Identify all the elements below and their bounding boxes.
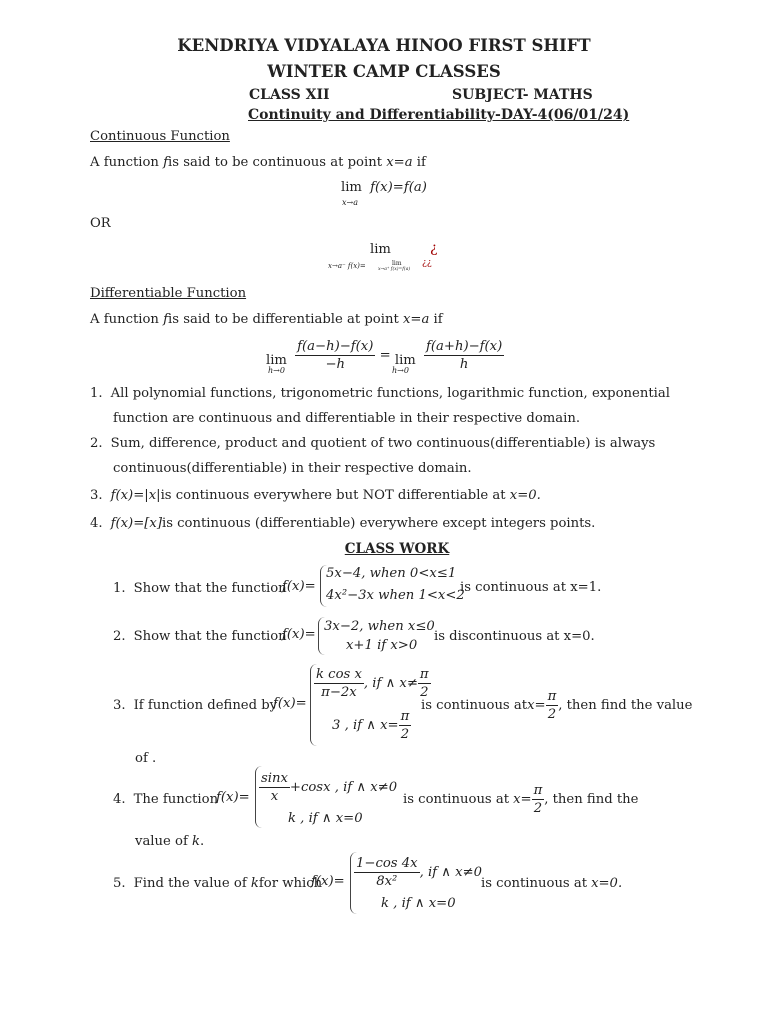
question-2: 2. Show that the function: [113, 629, 287, 644]
alt-sub: x→a⁺ f(x)=f(a): [378, 267, 411, 272]
q4-case-1: $\frac{\sin x}{x}$ +cosx , if ∧ x≠0: [261, 771, 398, 804]
q2-fx: f(x)=: [282, 627, 316, 642]
question-glyph-small: ¿¿: [422, 258, 432, 268]
question-4: 4. The function: [113, 792, 219, 807]
note-3: 3. f(x)=|x|is continuous everywhere but NOT differentiable at x=0.: [90, 488, 541, 503]
continuous-heading: Continuous Function: [90, 129, 230, 144]
alt-left: x→a⁻ f(x)=: [328, 262, 366, 270]
or-label: OR: [90, 216, 111, 231]
question-3: 3. If function defined by: [113, 698, 278, 713]
q5-tail: is continuous at x=0.: [481, 876, 623, 891]
q1-case-1: 5x−4, when 0<x≤1: [326, 566, 457, 581]
q4-fx: f(x)=: [216, 790, 250, 805]
q5-case-1: $\frac{1-\cos 4x}{\text{8x²}}$ , if ∧ x≠0: [356, 856, 482, 889]
lim-sub-1: h→0: [268, 366, 285, 375]
q1-fx: f(x)=: [282, 579, 316, 594]
limit-formula: lim f(x)=f(a): [341, 180, 427, 195]
q3-of: of .: [135, 751, 157, 766]
question-5: 5. Find the value of kfor which: [113, 876, 323, 891]
q1-case-2: 4x²−3x when 1<x<2: [326, 588, 465, 603]
differentiable-definition: A function fis said to be differentiable at point x=a if: [90, 312, 443, 327]
subject-label: SUBJECT- MATHS: [452, 87, 593, 103]
note-4: 4. f(x)=[x]is continuous (differentiable) everywhere except integers points.: [90, 516, 596, 531]
class-label: CLASS XII: [249, 87, 330, 103]
note-1: 1. All polynomial functions, trigonometric functions, logarithmic function, exponential: [90, 386, 670, 401]
q1-tail: is continuous at x=1.: [460, 580, 602, 595]
alt-lim: lim: [370, 242, 391, 257]
alt-sub-lim: lim: [392, 260, 402, 267]
note-2-line2: continuous(differentiable) in their respective domain.: [113, 461, 472, 476]
q3-fx: f(x)=: [273, 696, 307, 711]
q2-tail: is discontinuous at x=0.: [434, 629, 595, 644]
question-glyph: ¿: [430, 240, 438, 256]
classwork-heading: CLASS WORK: [344, 541, 450, 557]
q5-case-2: k , if ∧ x=0: [381, 896, 456, 911]
q5-fx: f(x)=: [311, 874, 345, 889]
q4-value-of: value of k.: [135, 834, 205, 849]
q3-tail: is continuous atx= $\frac{\pi}{2}$ , then find the value: [421, 689, 693, 722]
derivative-formula: lim $\frac{f(a-h)-f(x)}{-h}$ = lim $\frac{f(a+h)-f(x)}{h}$: [266, 339, 503, 372]
limit-subscript: x→a: [342, 198, 358, 207]
continuous-definition: A function fis said to be continuous at point x=a if: [90, 155, 426, 170]
note-1-line2: function are continuous and differentiable in their respective domain.: [113, 411, 581, 426]
q2-case-2: x+1 if x>0: [346, 638, 418, 653]
q3-case-1: $\frac{\text{k cos x}}{\pi-2x}$ , if ∧ x≠ $\frac{\pi}{2}$: [316, 667, 429, 700]
q4-case-2: k , if ∧ x=0: [288, 811, 363, 826]
q3-case-2: 3 , if ∧ x= $\frac{\pi}{2}$: [332, 709, 410, 742]
topic-title: Continuity and Differentiability-DAY-4(06/01/24): [248, 107, 630, 123]
question-1: 1. Show that the function: [113, 581, 287, 596]
q2-case-1: 3x−2, when x≤0: [324, 619, 435, 634]
differentiable-heading: Differentiable Function: [90, 286, 247, 301]
lim-sub-2: h→0: [392, 366, 409, 375]
q4-tail: is continuous at x= $\frac{\pi}{2}$ , then find the: [403, 783, 639, 816]
note-2: 2. Sum, difference, product and quotient of two continuous(differentiable) is always: [90, 436, 656, 451]
camp-title: WINTER CAMP CLASSES: [267, 62, 501, 81]
school-title: KENDRIYA VIDYALAYA HINOO FIRST SHIFT: [177, 36, 591, 55]
